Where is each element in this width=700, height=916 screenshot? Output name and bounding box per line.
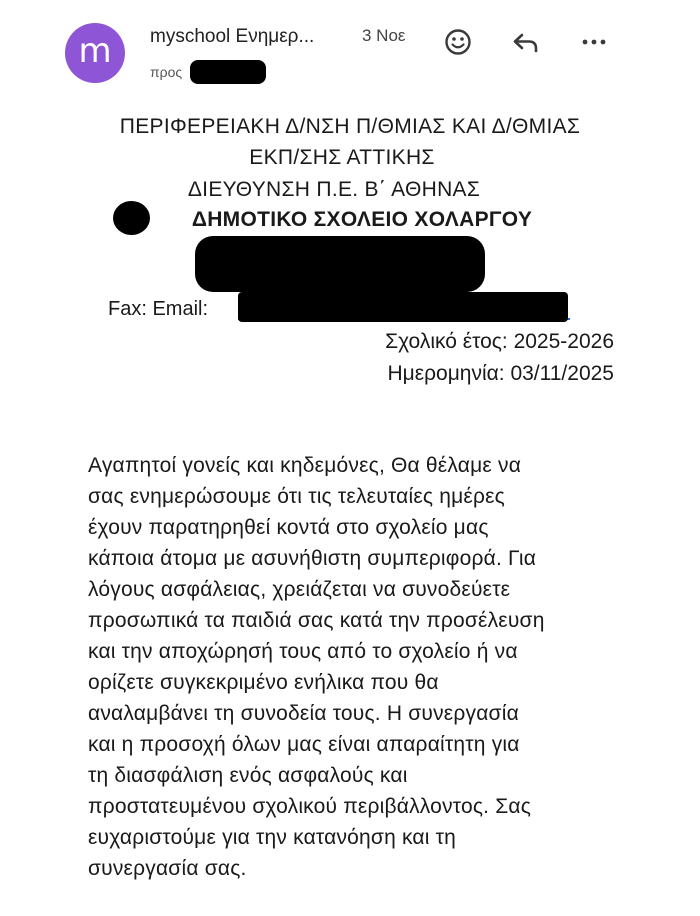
emoji-icon bbox=[443, 27, 473, 57]
sender-avatar[interactable]: m bbox=[65, 23, 125, 83]
reply-icon bbox=[511, 27, 541, 57]
body-line: κάποια άτομα με ασυνήθιστη συμπεριφορά. Για bbox=[88, 547, 537, 570]
redacted-recipient bbox=[190, 60, 266, 84]
recipient-label[interactable]: προς bbox=[150, 64, 183, 80]
more-icon bbox=[579, 27, 609, 57]
redacted-school-number bbox=[113, 201, 150, 235]
body-line: ορίζετε συγκεκριμένο ενήλικα που θα bbox=[88, 671, 439, 694]
reply-button[interactable] bbox=[506, 22, 546, 62]
body-line: συνεργασία σας. bbox=[88, 857, 247, 880]
fax-email-label: Fax: Email: bbox=[108, 298, 209, 320]
body-line: τη διασφάλιση ενός ασφαλούς και bbox=[88, 764, 408, 787]
heading-regional-directorate: ΠΕΡΙΦΕΡΕΙΑΚΗ Δ/ΝΣΗ Π/ΘΜΙΑΣ ΚΑΙ Δ/ΘΜΙΑΣ bbox=[119, 115, 581, 138]
body-line: προστατευμένου σχολικού περιβάλλοντος. Σας bbox=[88, 795, 532, 818]
body-line: προσωπικά τα παιδιά σας κατά την προσέλευση bbox=[88, 609, 545, 632]
school-year: Σχολικό έτος: 2025-2026 bbox=[385, 330, 614, 353]
redacted-address bbox=[195, 236, 485, 292]
body-line: και την αποχώρησή τους από το σχολείο ή να bbox=[88, 640, 518, 663]
body-line: σας ενημερώσουμε ότι τις τελευταίες ημέρες bbox=[88, 485, 506, 508]
heading-region: ΕΚΠ/ΣΗΣ ΑΤΤΙΚΗΣ bbox=[249, 146, 435, 169]
letter-date: Ημερομηνία: 03/11/2025 bbox=[387, 362, 614, 385]
body-line: λόγους ασφάλειας, χρειάζεται να συνοδεύετε bbox=[88, 578, 511, 601]
body-line: και η προσοχή όλων μας είναι απαραίτητη για bbox=[88, 733, 520, 756]
email-date: 3 Νοε bbox=[362, 26, 406, 45]
email-header bbox=[0, 0, 700, 100]
more-options-button[interactable] bbox=[574, 22, 614, 62]
body-line: Αγαπητοί γονείς και κηδεμόνες, Θα θέλαμε να bbox=[88, 454, 522, 477]
body-line: έχουν παρατηρηθεί κοντά στο σχολείο μας bbox=[88, 516, 489, 539]
redacted-email-link[interactable] bbox=[238, 292, 568, 322]
heading-school-name: ΔΗΜΟΤΙΚΟ ΣΧΟΛΕΙΟ ΧΟΛΑΡΓΟΥ bbox=[191, 208, 533, 231]
emoji-reaction-button[interactable] bbox=[438, 22, 478, 62]
message-body bbox=[88, 450, 628, 884]
sender-name[interactable]: myschool Ενημερ... bbox=[150, 26, 315, 47]
body-line: ευχαριστούμε για την κατανόηση και τη bbox=[88, 826, 457, 849]
heading-directorate: ΔΙΕΥΘΥΝΣΗ Π.Ε. Β΄ ΑΘΗΝΑΣ bbox=[187, 178, 481, 201]
body-line: αναλαμβάνει τη συνοδεία τους. Η συνεργασία bbox=[88, 702, 519, 725]
